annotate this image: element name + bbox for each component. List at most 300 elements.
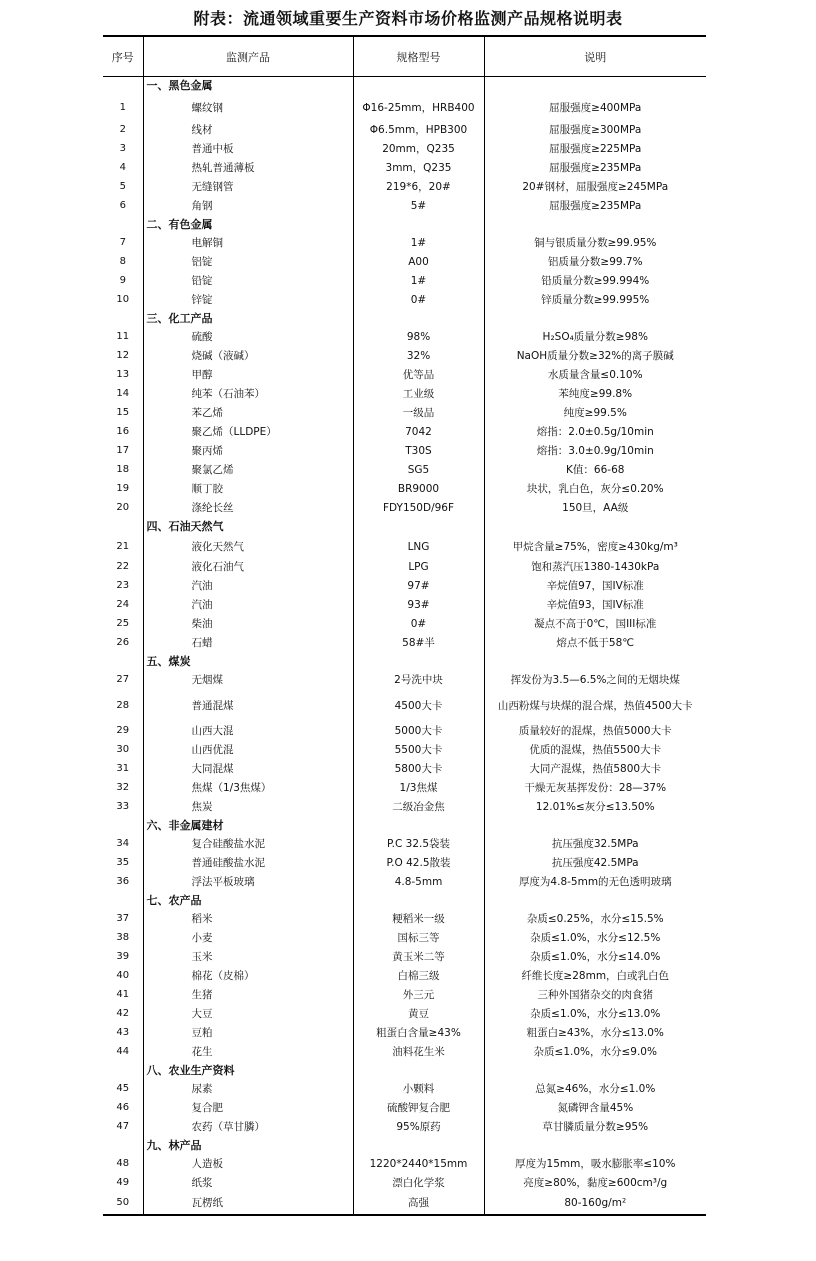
row-spec: 95%原药: [353, 1118, 484, 1137]
table-row: [103, 1118, 706, 1137]
section-heading: 一、黑色金属: [143, 77, 353, 95]
row-description: 凝点不高于0℃，国III标准: [484, 615, 706, 634]
section-spec-cell: [353, 817, 484, 835]
row-description: 150旦，AA级: [484, 499, 706, 518]
table-row: [103, 1193, 706, 1215]
row-spec: 5800大卡: [353, 760, 484, 779]
header-spec: 规格型号: [353, 36, 484, 77]
row-spec: 粗蛋白含量≥43%: [353, 1024, 484, 1043]
spec-table: [103, 35, 706, 1216]
table-row: [103, 634, 706, 653]
table-row: [103, 835, 706, 854]
row-seq: 50: [116, 1197, 130, 1208]
row-description: 辛烷值93，国IV标准: [484, 596, 706, 615]
row-description: 铜与银质量分数≥99.95%: [484, 234, 706, 253]
row-seq: 44: [116, 1046, 130, 1057]
row-product-name: 瓦楞纸: [143, 1193, 353, 1215]
row-spec: 5000大卡: [353, 722, 484, 741]
row-seq: 40: [116, 970, 130, 981]
section-seq-cell: [103, 817, 143, 835]
row-product-name: 顺丁胶: [143, 480, 353, 499]
table-row: [103, 1155, 706, 1174]
section-spec-cell: [353, 1137, 484, 1155]
row-spec: 黄玉米二等: [353, 948, 484, 967]
row-description: 熔指：3.0±0.9g/10min: [484, 442, 706, 461]
row-description: 总氮≥46%，水分≤1.0%: [484, 1080, 706, 1099]
row-seq: 28: [116, 699, 130, 711]
row-spec: 外三元: [353, 986, 484, 1005]
section-seq-cell: [103, 518, 143, 536]
row-product-name: 焦煤（1/3焦煤）: [143, 779, 353, 798]
row-description: 草甘膦质量分数≥95%: [484, 1118, 706, 1137]
table-row: [103, 404, 706, 423]
section-row: [103, 310, 706, 328]
row-description: 水质量含量≤0.10%: [484, 366, 706, 385]
row-seq: 10: [116, 294, 130, 305]
row-description: 苯纯度≥99.8%: [484, 385, 706, 404]
row-seq: 8: [119, 256, 126, 267]
section-desc-cell: [484, 216, 706, 234]
table-row: [103, 948, 706, 967]
section-desc-cell: [484, 518, 706, 536]
row-product-name: 生猪: [143, 986, 353, 1005]
row-description: 甲烷含量≥75%，密度≥430kg/m³: [484, 536, 706, 558]
section-heading: 九、林产品: [143, 1137, 353, 1155]
row-description: 优质的混煤，热值5500大卡: [484, 741, 706, 760]
table-body: [103, 77, 706, 1215]
row-seq: 48: [116, 1158, 130, 1169]
row-spec: 1/3焦煤: [353, 779, 484, 798]
row-description: 杂质≤1.0%，水分≤13.0%: [484, 1005, 706, 1024]
row-seq: 6: [119, 200, 126, 211]
row-seq: 27: [116, 674, 130, 685]
row-description: 杂质≤1.0%，水分≤12.5%: [484, 929, 706, 948]
row-spec: 0#: [353, 615, 484, 634]
row-seq: 11: [116, 331, 130, 342]
header-description: 说明: [484, 36, 706, 77]
section-seq-cell: [103, 216, 143, 234]
row-spec: LNG: [353, 536, 484, 558]
row-product-name: 锌锭: [143, 291, 353, 310]
section-seq-cell: [103, 653, 143, 671]
row-description: 屈服强度≥400MPa: [484, 95, 706, 121]
table-row: [103, 536, 706, 558]
row-product-name: 柴油: [143, 615, 353, 634]
row-description: 干燥无灰基挥发份：28—37%: [484, 779, 706, 798]
row-description: 抗压强度32.5MPa: [484, 835, 706, 854]
row-product-name: 大豆: [143, 1005, 353, 1024]
row-product-name: 无缝钢管: [143, 178, 353, 197]
row-product-name: 大同混煤: [143, 760, 353, 779]
row-spec: 1#: [353, 272, 484, 291]
row-product-name: 山西优混: [143, 741, 353, 760]
header-seq: 序号: [103, 36, 143, 77]
table-row: [103, 366, 706, 385]
section-desc-cell: [484, 817, 706, 835]
table-row: [103, 741, 706, 760]
row-product-name: 普通硅酸盐水泥: [143, 854, 353, 873]
row-description: 饱和蒸汽压1380-1430kPa: [484, 558, 706, 577]
row-seq: 14: [116, 388, 130, 399]
row-description: 亮度≥80%，黏度≥600cm³/g: [484, 1174, 706, 1193]
row-description: 熔点不低于58℃: [484, 634, 706, 653]
row-description: 厚度为4.8-5mm的无色透明玻璃: [484, 873, 706, 892]
table-row: [103, 910, 706, 929]
row-description: 纯度≥99.5%: [484, 404, 706, 423]
row-seq: 7: [119, 237, 126, 248]
row-product-name: 电解铜: [143, 234, 353, 253]
row-product-name: 纸浆: [143, 1174, 353, 1193]
row-spec: 97#: [353, 577, 484, 596]
row-product-name: 小麦: [143, 929, 353, 948]
table-row: [103, 272, 706, 291]
section-seq-cell: [103, 1062, 143, 1080]
row-spec: 20mm，Q235: [353, 140, 484, 159]
row-spec: A00: [353, 253, 484, 272]
table-row: [103, 615, 706, 634]
row-seq: 5: [119, 181, 126, 192]
row-product-name: 聚乙烯（LLDPE）: [143, 423, 353, 442]
table-row: [103, 1174, 706, 1193]
row-seq: 19: [116, 483, 130, 494]
row-product-name: 普通中板: [143, 140, 353, 159]
row-seq: 15: [116, 407, 130, 418]
section-heading: 三、化工产品: [143, 310, 353, 328]
table-row: [103, 480, 706, 499]
section-heading: 二、有色金属: [143, 216, 353, 234]
section-heading: 六、非金属建材: [143, 817, 353, 835]
row-description: 20#钢材，屈服强度≥245MPa: [484, 178, 706, 197]
row-spec: 5500大卡: [353, 741, 484, 760]
row-product-name: 焦炭: [143, 798, 353, 817]
row-seq: 30: [116, 744, 130, 755]
row-spec: BR9000: [353, 480, 484, 499]
row-spec: 58#半: [353, 634, 484, 653]
row-spec: 93#: [353, 596, 484, 615]
row-seq: 36: [116, 876, 130, 887]
row-description: 纤维长度≥28mm，白或乳白色: [484, 967, 706, 986]
row-seq: 29: [116, 725, 130, 736]
row-seq: 37: [116, 913, 130, 924]
row-description: 杂质≤1.0%，水分≤9.0%: [484, 1043, 706, 1062]
section-seq-cell: [103, 1137, 143, 1155]
row-seq: 2: [119, 124, 126, 135]
row-description: 山西粉煤与块煤的混合煤，热值4500大卡: [484, 690, 706, 722]
row-spec: 优等品: [353, 366, 484, 385]
table-row: [103, 722, 706, 741]
row-description: 屈服强度≥225MPa: [484, 140, 706, 159]
table-row: [103, 140, 706, 159]
row-product-name: 螺纹钢: [143, 95, 353, 121]
row-spec: 5#: [353, 197, 484, 216]
spec-table-container: [103, 35, 706, 1216]
row-seq: 1: [119, 101, 126, 113]
section-spec-cell: [353, 653, 484, 671]
row-description: 屈服强度≥235MPa: [484, 197, 706, 216]
table-row: [103, 558, 706, 577]
table-row: [103, 596, 706, 615]
table-row: [103, 423, 706, 442]
row-spec: 1#: [353, 234, 484, 253]
table-row: [103, 159, 706, 178]
row-description: 抗压强度42.5MPa: [484, 854, 706, 873]
row-description: 杂质≤1.0%，水分≤14.0%: [484, 948, 706, 967]
row-product-name: 苯乙烯: [143, 404, 353, 423]
row-description: 粗蛋白≥43%，水分≤13.0%: [484, 1024, 706, 1043]
row-spec: 一级品: [353, 404, 484, 423]
table-row: [103, 461, 706, 480]
section-heading: 四、石油天然气: [143, 518, 353, 536]
section-seq-cell: [103, 892, 143, 910]
table-row: [103, 690, 706, 722]
row-spec: FDY150D/96F: [353, 499, 484, 518]
row-product-name: 铝锭: [143, 253, 353, 272]
row-product-name: 人造板: [143, 1155, 353, 1174]
row-product-name: 汽油: [143, 596, 353, 615]
section-spec-cell: [353, 310, 484, 328]
row-spec: 小颗料: [353, 1080, 484, 1099]
section-row: [103, 1062, 706, 1080]
row-spec: LPG: [353, 558, 484, 577]
table-row: [103, 1099, 706, 1118]
row-seq: 49: [116, 1177, 130, 1188]
table-row: [103, 347, 706, 366]
row-description: 熔指：2.0±0.5g/10min: [484, 423, 706, 442]
table-header-row: [103, 36, 706, 77]
table-row: [103, 854, 706, 873]
section-spec-cell: [353, 892, 484, 910]
row-spec: 二级冶金焦: [353, 798, 484, 817]
row-description: 屈服强度≥235MPa: [484, 159, 706, 178]
row-product-name: 无烟煤: [143, 671, 353, 690]
row-description: 辛烷值97，国IV标准: [484, 577, 706, 596]
row-spec: 4500大卡: [353, 690, 484, 722]
section-seq-cell: [103, 77, 143, 95]
row-description: NaOH质量分数≥32%的离子膜碱: [484, 347, 706, 366]
row-product-name: 普通混煤: [143, 690, 353, 722]
row-description: 锌质量分数≥99.995%: [484, 291, 706, 310]
section-desc-cell: [484, 310, 706, 328]
table-row: [103, 929, 706, 948]
row-product-name: 纯苯（石油苯）: [143, 385, 353, 404]
section-row: [103, 77, 706, 95]
row-product-name: 棉花（皮棉）: [143, 967, 353, 986]
row-spec: 219*6，20#: [353, 178, 484, 197]
row-description: 氮磷钾含量45%: [484, 1099, 706, 1118]
row-description: 12.01%≤灰分≤13.50%: [484, 798, 706, 817]
row-spec: 漂白化学浆: [353, 1174, 484, 1193]
row-spec: 32%: [353, 347, 484, 366]
table-row: [103, 967, 706, 986]
row-description: 块状，乳白色，灰分≤0.20%: [484, 480, 706, 499]
row-description: 屈服强度≥300MPa: [484, 121, 706, 140]
section-desc-cell: [484, 653, 706, 671]
document-title: 附表：流通领域重要生产资料市场价格监测产品规格说明表: [193, 9, 623, 28]
section-row: [103, 216, 706, 234]
row-spec: 98%: [353, 328, 484, 347]
row-product-name: 线材: [143, 121, 353, 140]
row-seq: 16: [116, 426, 130, 437]
row-spec: 4.8-5mm: [353, 873, 484, 892]
row-seq: 20: [116, 502, 130, 513]
row-seq: 39: [116, 951, 130, 962]
row-spec: 工业级: [353, 385, 484, 404]
row-description: 质量较好的混煤，热值5000大卡: [484, 722, 706, 741]
section-heading: 七、农产品: [143, 892, 353, 910]
row-seq: 31: [116, 763, 130, 774]
row-description: 大同产混煤，热值5800大卡: [484, 760, 706, 779]
section-spec-cell: [353, 1062, 484, 1080]
row-product-name: 农药（草甘膦）: [143, 1118, 353, 1137]
row-seq: 35: [116, 857, 130, 868]
row-spec: 3mm，Q235: [353, 159, 484, 178]
table-row: [103, 798, 706, 817]
table-row: [103, 291, 706, 310]
row-product-name: 硫酸: [143, 328, 353, 347]
row-spec: Φ16-25mm，HRB400: [353, 95, 484, 121]
section-seq-cell: [103, 310, 143, 328]
table-row: [103, 1005, 706, 1024]
row-description: 厚度为15mm，吸水膨胀率≤10%: [484, 1155, 706, 1174]
row-spec: 高强: [353, 1193, 484, 1215]
row-product-name: 甲醇: [143, 366, 353, 385]
row-product-name: 角钢: [143, 197, 353, 216]
section-row: [103, 518, 706, 536]
row-seq: 13: [116, 369, 130, 380]
row-spec: 黄豆: [353, 1005, 484, 1024]
section-row: [103, 1137, 706, 1155]
table-row: [103, 671, 706, 690]
row-seq: 47: [116, 1121, 130, 1132]
row-seq: 22: [116, 561, 130, 572]
row-spec: 7042: [353, 423, 484, 442]
table-row: [103, 95, 706, 121]
row-description: 杂质≤0.25%，水分≤15.5%: [484, 910, 706, 929]
row-product-name: 复合肥: [143, 1099, 353, 1118]
row-seq: 38: [116, 932, 130, 943]
row-description: 铝质量分数≥99.7%: [484, 253, 706, 272]
table-row: [103, 499, 706, 518]
section-heading: 八、农业生产资料: [143, 1062, 353, 1080]
row-product-name: 涤纶长丝: [143, 499, 353, 518]
row-seq: 18: [116, 464, 130, 475]
section-row: [103, 817, 706, 835]
row-spec: 油料花生米: [353, 1043, 484, 1062]
section-row: [103, 892, 706, 910]
row-seq: 24: [116, 599, 130, 610]
section-desc-cell: [484, 77, 706, 95]
table-row: [103, 779, 706, 798]
row-product-name: 复合硅酸盐水泥: [143, 835, 353, 854]
row-description: 铅质量分数≥99.994%: [484, 272, 706, 291]
row-description: 80-160g/m²: [484, 1193, 706, 1215]
row-product-name: 聚丙烯: [143, 442, 353, 461]
table-row: [103, 178, 706, 197]
row-seq: 9: [119, 275, 126, 286]
row-seq: 41: [116, 989, 130, 1000]
row-seq: 42: [116, 1008, 130, 1019]
row-product-name: 玉米: [143, 948, 353, 967]
row-spec: 白棉三级: [353, 967, 484, 986]
row-spec: Φ6.5mm，HPB300: [353, 121, 484, 140]
row-product-name: 石蜡: [143, 634, 353, 653]
row-product-name: 稻米: [143, 910, 353, 929]
row-seq: 34: [116, 838, 130, 849]
table-row: [103, 760, 706, 779]
row-product-name: 豆粕: [143, 1024, 353, 1043]
header-product: 监测产品: [143, 36, 353, 77]
row-product-name: 尿素: [143, 1080, 353, 1099]
table-row: [103, 1043, 706, 1062]
section-desc-cell: [484, 1062, 706, 1080]
row-spec: 国标三等: [353, 929, 484, 948]
row-seq: 32: [116, 782, 130, 793]
row-product-name: 聚氯乙烯: [143, 461, 353, 480]
row-product-name: 汽油: [143, 577, 353, 596]
row-seq: 25: [116, 618, 130, 629]
table-row: [103, 234, 706, 253]
table-row: [103, 442, 706, 461]
row-description: H₂SO₄质量分数≥98%: [484, 328, 706, 347]
table-row: [103, 986, 706, 1005]
row-seq: 3: [119, 143, 126, 154]
table-row: [103, 1080, 706, 1099]
row-description: 挥发份为3.5—6.5%之间的无烟块煤: [484, 671, 706, 690]
table-row: [103, 197, 706, 216]
table-row: [103, 577, 706, 596]
section-spec-cell: [353, 77, 484, 95]
row-seq: 46: [116, 1102, 130, 1113]
row-spec: T30S: [353, 442, 484, 461]
table-row: [103, 253, 706, 272]
row-seq: 45: [116, 1083, 130, 1094]
row-spec: 2号洗中块: [353, 671, 484, 690]
row-product-name: 液化石油气: [143, 558, 353, 577]
row-seq: 21: [116, 540, 130, 552]
section-desc-cell: [484, 892, 706, 910]
section-spec-cell: [353, 216, 484, 234]
table-row: [103, 873, 706, 892]
row-product-name: 浮法平板玻璃: [143, 873, 353, 892]
row-spec: P.C 32.5袋装: [353, 835, 484, 854]
section-spec-cell: [353, 518, 484, 536]
row-seq: 23: [116, 580, 130, 591]
section-row: [103, 653, 706, 671]
row-spec: 硫酸钾复合肥: [353, 1099, 484, 1118]
row-product-name: 液化天然气: [143, 536, 353, 558]
row-seq: 12: [116, 350, 130, 361]
row-spec: 0#: [353, 291, 484, 310]
row-description: 三种外国猪杂交的肉食猪: [484, 986, 706, 1005]
row-product-name: 花生: [143, 1043, 353, 1062]
row-seq: 4: [119, 162, 126, 173]
section-desc-cell: [484, 1137, 706, 1155]
row-spec: 1220*2440*15mm: [353, 1155, 484, 1174]
row-seq: 26: [116, 637, 130, 648]
row-spec: P.O 42.5散装: [353, 854, 484, 873]
row-product-name: 热轧普通薄板: [143, 159, 353, 178]
table-row: [103, 385, 706, 404]
row-product-name: 铅锭: [143, 272, 353, 291]
table-row: [103, 121, 706, 140]
table-row: [103, 328, 706, 347]
row-seq: 33: [116, 801, 130, 812]
row-product-name: 烧碱（液碱）: [143, 347, 353, 366]
row-spec: SG5: [353, 461, 484, 480]
section-heading: 五、煤炭: [143, 653, 353, 671]
row-seq: 17: [116, 445, 130, 456]
table-row: [103, 1024, 706, 1043]
